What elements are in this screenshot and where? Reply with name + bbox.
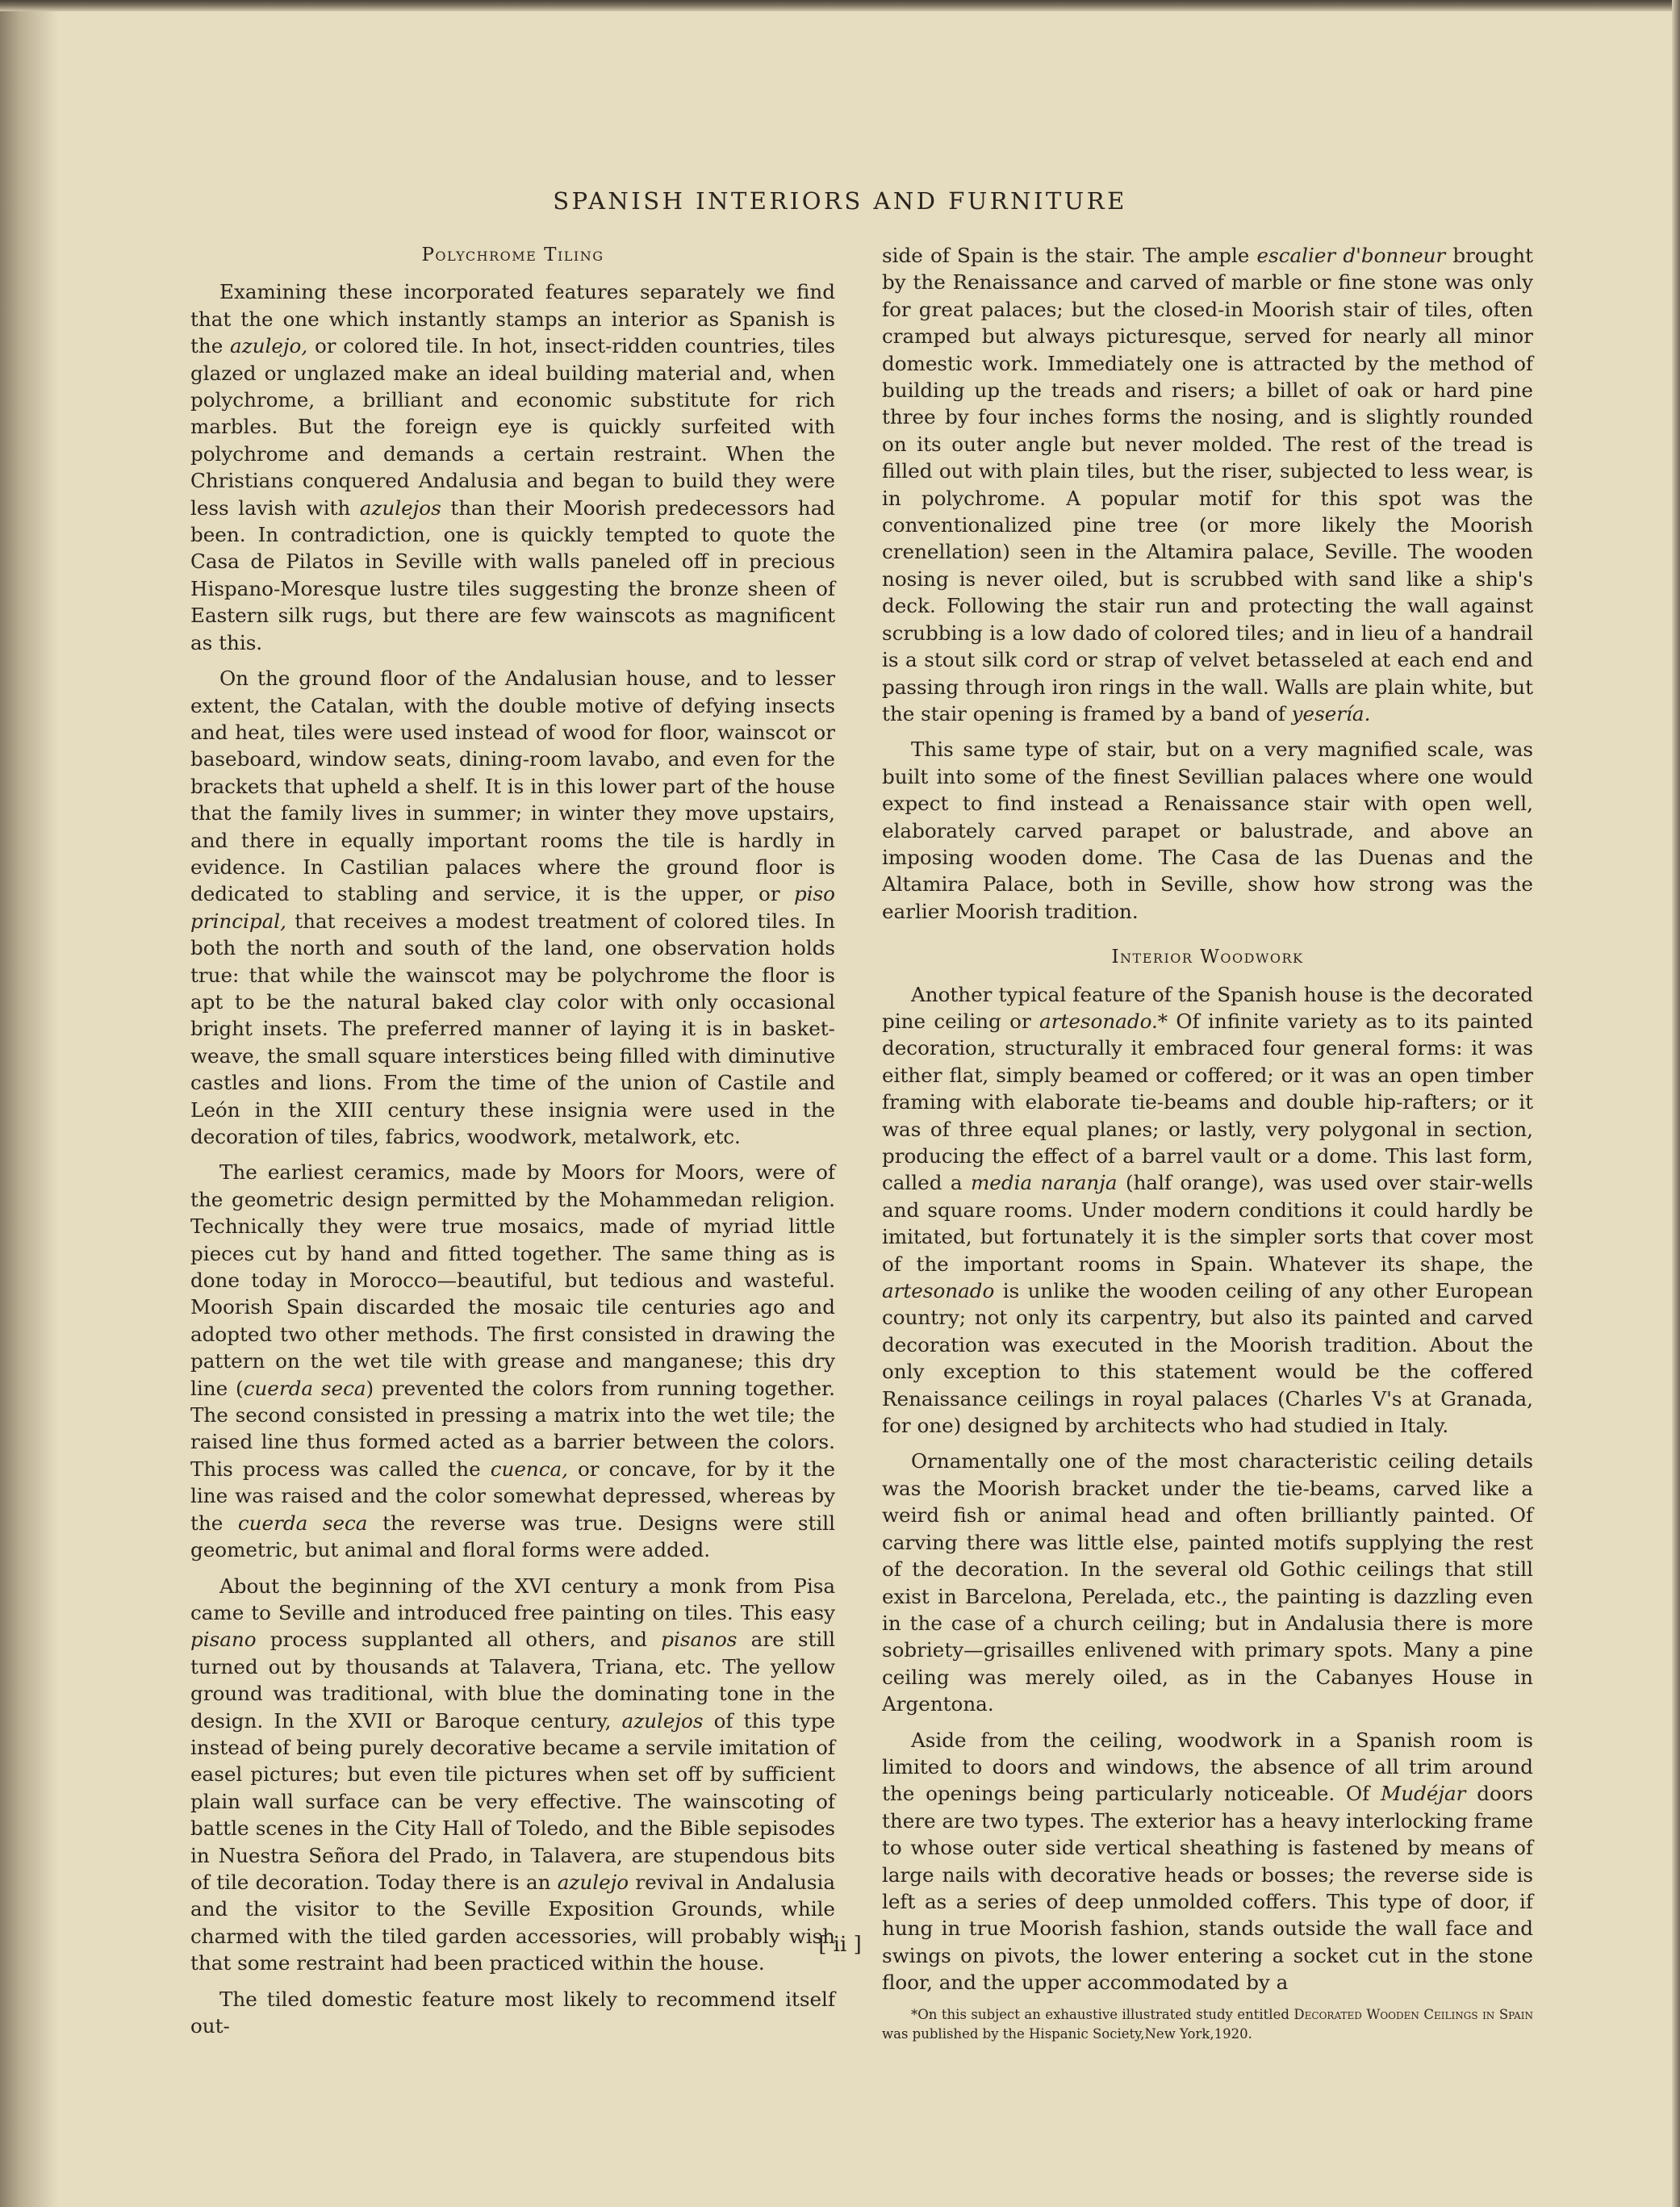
italic-term: media naranja [970, 1171, 1118, 1195]
italic-term: azulejo, [230, 334, 308, 358]
top-edge-rule [0, 0, 1680, 11]
italic-term: azulejos [359, 495, 441, 520]
paragraph: Another typical feature of the Spanish house is the decorated pine ceiling or artesonado.* Of infinite variety as to its painted decoration, structurally it embraced four general forms: it was either flat, simply beamed or coffered; or it was an open timber framing with elaborate tie-beams and double hip-rafters; or it was of three equal planes; or lastly, very polygonal in section, producing the effect of a barrel vault or a dome. This last form, called a media naranja (half orange), was used over stair-wells and square rooms. Under modern conditions it could hardly be imitated, but fortunately it is the simpler sorts that cover most of the important rooms in Spain. Whatever its shape, the artesonado is unlike the wooden ceiling of any other European country; not only its carpentry, but also its painted and carved decoration was executed in the Moorish tradition. About the only exception to this statement would be the coffered Renaissance ceilings in royal palaces (Charles V's at Granada, for one) designed by architects who had studied in Italy. [882, 982, 1534, 1438]
italic-term: azulejo [557, 1870, 629, 1894]
running-head: SPANISH INTERIORS AND FURNITURE [553, 187, 1127, 215]
paragraph: The earliest ceramics, made by Moors for Moors, were of the geometric design permitted by the Mohammedan religion. Technically they were true mosaics, made of myriad little pieces cut by hand and fitted together. The same thing as is done today in Morocco—beautiful, but tedious and wasteful. Moorish Spain discarded the mosaic tile centuries ago and adopted two other methods. The first consisted in drawing the pattern on the wet tile with grease and manganese; this dry line (cuerda seca) prevented the colors from running together. The second consisted in pressing a matrix into the wet tile; the raised line thus formed acted as a barrier between the colors. This process was called the cuenca, or concave, for by it the line was raised and the color somewhat depressed, whereas by the cuerda seca the reverse was true. Designs were still geometric, but animal and floral forms were added. [190, 1160, 835, 1562]
right-page-edge [1672, 0, 1680, 2207]
section-heading-polychrome-tiling: Polychrome Tiling [421, 245, 604, 265]
paragraph: On the ground floor of the Andalusian house, and to lesser extent, the Catalan, with the double motive of defying insects and heat, tiles were used instead of wood for floor, wainscot or baseboard, window seats, dining-room lavabo, and even for the brackets that upheld a shelf. It is in this lower part of the house that the family lives in summer; in winter they move upstairs, and there in equally important rooms the tile is hardly in evidence. In Castilian palaces where the ground floor is dedicated to stabling and service, it is the upper, or piso principal, that receives a modest treatment of colored tiles. In both the north and south of the land, one observation holds true: that while the wainscot may be polychrome the floor is apt to be the natural baked clay color with only occasional bright insets. The preferred manner of laying it is in basket-weave, the small square interstices being filled with diminutive castles and lions. From the time of the union of Castile and León in the XIII century these insignia were used in the decoration of tiles, fabrics, woodwork, metalwork, etc. [190, 667, 835, 1148]
right-column [882, 242, 1533, 2053]
paragraph: The tiled domestic feature most likely to recommend itself out- [190, 1987, 835, 2038]
footnote: *On this subject an exhaustive illustrated study entitled Decorated Wooden Ceilings in Spain was published by the Hispanic Society,New York,1920. [882, 2006, 1534, 2042]
italic-term: piso principal, [190, 882, 835, 933]
page-gutter-shadow [0, 0, 58, 2207]
paragraph: This same type of stair, but on a very magnified scale, was built into some of the finest Sevillian palaces where one would expect to find instead a Renaissance stair with open well, elaborately carved parapet or balustrade, and above an imposing wooden dome. The Casa de las Duenas and the Altamira Palace, both in Seville, show how strong was the earlier Moorish tradition. [882, 738, 1533, 923]
italic-term: artesonado [882, 1279, 995, 1303]
italic-term: azulejos [621, 1708, 704, 1733]
paragraph: Ornamentally one of the most characteristic ceiling details was the Moorish bracket under the tie-beams, carved like a weird fish or animal head and often brilliantly painted. Of carving there was little else, painted motifs supplying the rest of the decoration. In the several old Gothic ceilings that still exist in Barcelona, Perelada, etc., the painting is dazzling even in the case of a church ceiling; but in Andalusia there is more sobriety—grisailles enlivened with primary spots. Many a pine ceiling was merely oiled, as in the Cabanyes House in Argentona. [882, 1449, 1533, 1716]
italic-term: yesería. [1291, 701, 1371, 725]
small-caps-title: Decorated Wooden Ceilings in Spain [1293, 2006, 1534, 2022]
paragraph: Examining these incorporated features separately we find that the one which instantly stamps an interior as Spanish is the azulejo, or colored tile. In hot, insect-ridden countries, tiles glazed or unglazed make an ideal building material and, when polychrome, a brilliant and economic substitute for rich marbles. But the foreign eye is quickly surfeited with polychrome and demands a certain restraint. When the Christians conquered Andalusia and began to build they were less lavish with azulejos than their Moorish predecessors had been. In contradiction, one is quickly tempted to quote the Casa de Pilatos in Seville with walls paneled off in precious Hispano-Moresque lustre tiles suggesting the bronze sheen of Eastern silk rugs, but there are few wainscots as magnificent as this. [190, 280, 835, 654]
section-heading-interior-woodwork: Interior Woodwork [1111, 947, 1304, 968]
italic-term: pisano [190, 1628, 257, 1652]
italic-term: cuenca, [490, 1457, 568, 1481]
paragraph: Aside from the ceiling, woodwork in a Spanish room is limited to doors and windows, the absence of all trim around the openings being particularly noticeable. Of Mudéjar doors there are two types. The exterior has a heavy interlocking frame to whose outer side vertical sheathing is fastened by means of large nails with decorative heads or bosses; the reverse side is left as a series of deep unmolded coffers. This type of door, if hung in true Moorish fashion, stands outside the wall face and swings on pivots, the lower entering a socket cut in the stone floor, and the upper accommodated by a [882, 1728, 1533, 1995]
italic-term: pisanos [661, 1628, 738, 1652]
paragraph-continuation: side of Spain is the stair. The ample escalier d'bonneur brought by the Renaissance and carved of marble or fine stone was only for great palaces; but the closed-in Moorish stair of tiles, often cramped but always picturesque, served for nearly all minor domestic work. Immediately one is attracted by the method of building up the treads and risers; a billet of oak or hard pine three by four inches forms the nosing, and is slightly rounded on its outer angle but never molded. The rest of the tread is filled out with plain tiles, but the riser, subjected to less wear, is in polychrome. A popular motif for this spot was the conventionalized pine tree (or more likely the Moorish crenellation) seen in the Altamira palace, Seville. The wooden nosing is never oiled, but is scrubbed with sand like a ship's deck. Following the stair run and protecting the wall against scrubbing is a low dado of colored tiles; and in lieu of a handrail is a stout silk cord or strap of velvet betasseled at each end and passing through iron rings in the wall. Walls are plain white, but the stair opening is framed by a band of yesería. [882, 244, 1534, 725]
paragraph: About the beginning of the XVI century a monk from Pisa came to Seville and introduced free painting on tiles. This easy pisano process supplanted all others, and pisanos are still turned out by thousands at Talavera, Triana, etc. The yellow ground was traditional, with blue the dominating tone in the design. In the XVII or Baroque century, azulejos of this type instead of being purely decorative became a servile imitation of easel pictures; but even tile pictures when set off by sufficient plain wall surface can be very effective. The wainscoting of battle scenes in the City Hall of Toledo, and the Bible sepisodes in Nuestra Señora del Prado, in Talavera, are stupendous bits of tile decoration. Today there is an azulejo revival in Andalusia and the visitor to the Seville Exposition Grounds, while charmed with the tiled garden accessories, will probably wish that some restraint had been practiced within the house. [190, 1574, 835, 1975]
left-column [190, 242, 835, 2048]
italic-term: cuerda seca [237, 1511, 368, 1535]
italic-term: cuerda seca [243, 1376, 366, 1400]
italic-term: Mudéjar [1381, 1782, 1466, 1806]
italic-term: artesonado. [1039, 1009, 1158, 1033]
italic-term: escalier d'bonneur [1256, 244, 1446, 267]
page-number: [ ii ] [818, 1933, 862, 1957]
